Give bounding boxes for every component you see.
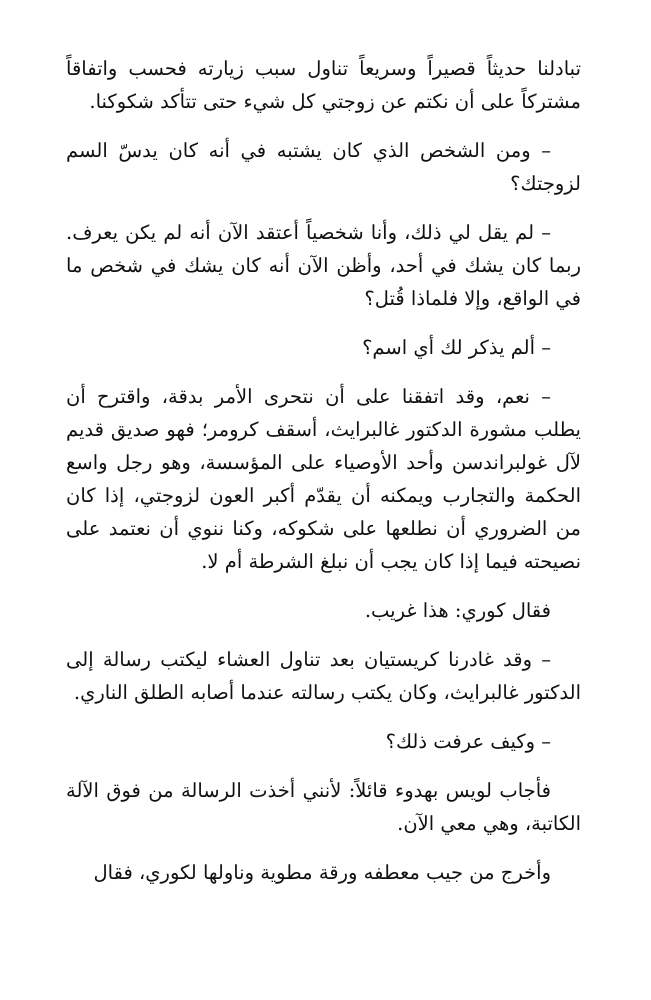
paragraph-10: وأخرج من جيب معطفه ورقة مطوية وناولها لكوري، فقال: [93, 861, 551, 884]
paragraph-3: – لم يقل لي ذلك، وأنا شخصياً أعتقد الآن أنه لم يكن يعرف. ربما كان يشك في أحد، وأظن الآن أنه كان يشك في شخص ما في الواقع، وإلا فلماذا قُتل؟: [66, 221, 581, 310]
paragraph-5: – نعم، وقد اتفقنا على أن نتحرى الأمر بدقة، واقترح أن يطلب مشورة الدكتور غالبرايث، أسقف كرومر؛ فهو صديق قديم لآل غولبراندسن وأحد الأوصياء على المؤسسة، وهو رجل واسع الحكمة والتجارب ويمكنه أن يقدّم أكبر العون لزوجتي، إذا كان من الضروري أن نطلعها على شكوكه، وكنا ننوي أن نعتمد على نصيحته فيما إذا كان يجب أن نبلغ الشرطة أم لا.: [66, 385, 581, 573]
paragraph-1: تبادلنا حديثاً قصيراً وسريعاً تناول سبب زيارته فحسب واتفاقاً مشتركاً على أن نكتم عن زوجتي كل شيء حتى تتأكد شكوكنا.: [66, 57, 581, 113]
paragraph-2: – ومن الشخص الذي كان يشتبه في أنه كان يدسّ السم لزوجتك؟: [66, 139, 581, 195]
paragraph-8: – وكيف عرفت ذلك؟: [385, 730, 551, 753]
paragraph-4: – ألم يذكر لك أي اسم؟: [362, 336, 551, 359]
paragraph-6: فقال كوري: هذا غريب.: [364, 599, 551, 622]
paragraph-7: – وقد غادرنا كريستيان بعد تناول العشاء ليكتب رسالة إلى الدكتور غالبرايث، وكان يكتب رسالته عندما أصابه الطلق الناري.: [66, 648, 581, 704]
paragraph-9: فأجاب لويس بهدوء قائلاً: لأنني أخذت الرسالة من فوق الآلة الكاتبة، وهي معي الآن.: [66, 779, 581, 835]
